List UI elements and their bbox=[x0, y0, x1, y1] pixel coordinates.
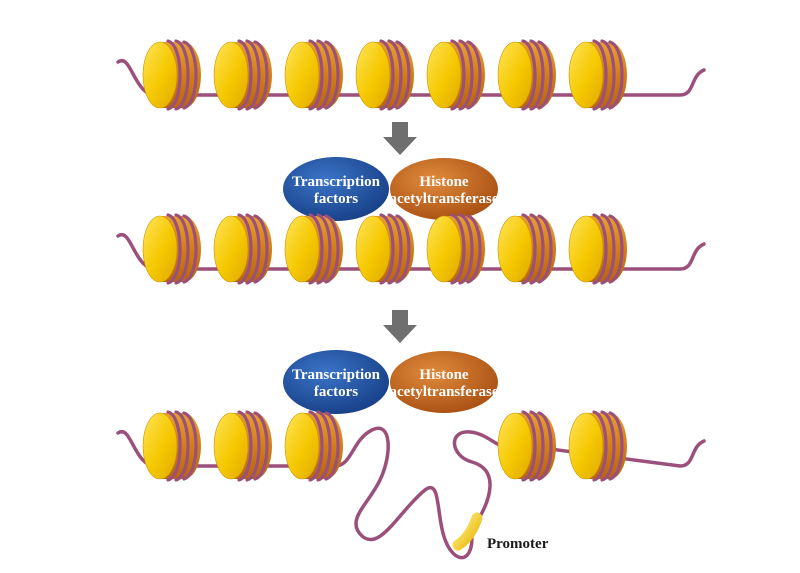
tf-label-line1: Transcription bbox=[291, 174, 381, 190]
nucleosome bbox=[214, 215, 272, 283]
promoter-segment bbox=[458, 518, 477, 545]
chromatin-row-condensed bbox=[118, 41, 704, 109]
hat-label-line2: acetyltransferase bbox=[389, 384, 499, 400]
nucleosome bbox=[285, 215, 343, 283]
tf-label-line1: Transcription bbox=[291, 367, 381, 383]
histone-acetyltransferase-oval bbox=[389, 158, 498, 220]
nucleosome bbox=[427, 215, 485, 283]
down-arrow-icon bbox=[383, 122, 417, 155]
hat-label-line1: Histone bbox=[419, 174, 469, 190]
tf-label-line2: factors bbox=[313, 191, 359, 207]
nucleosome bbox=[498, 41, 556, 109]
nucleosome bbox=[214, 412, 272, 480]
chromatin-row-bound bbox=[118, 215, 704, 283]
nucleosome bbox=[427, 41, 485, 109]
hat-label-line1: Histone bbox=[419, 367, 469, 383]
protein-complex bbox=[283, 157, 499, 221]
nucleosome bbox=[569, 215, 627, 283]
protein-complex bbox=[283, 350, 499, 414]
tf-label-line2: factors bbox=[313, 384, 359, 400]
nucleosome bbox=[569, 412, 627, 480]
nucleosome bbox=[356, 215, 414, 283]
histone-acetyltransferase-oval bbox=[389, 351, 498, 413]
chromatin-row-open bbox=[118, 412, 704, 558]
nucleosome bbox=[143, 41, 201, 109]
down-arrow-icon bbox=[383, 310, 417, 343]
transcription-factors-oval bbox=[283, 157, 389, 221]
nucleosome bbox=[143, 412, 201, 480]
hat-label-line2: acetyltransferase bbox=[389, 191, 499, 207]
nucleosome bbox=[285, 41, 343, 109]
nucleosome bbox=[356, 41, 414, 109]
nucleosome bbox=[214, 41, 272, 109]
nucleosome bbox=[498, 412, 556, 480]
nucleosome bbox=[285, 412, 343, 480]
promoter-label: Promoter bbox=[487, 536, 549, 552]
nucleosome bbox=[569, 41, 627, 109]
nucleosome bbox=[143, 215, 201, 283]
transcription-factors-oval bbox=[283, 350, 389, 414]
nucleosome bbox=[498, 215, 556, 283]
